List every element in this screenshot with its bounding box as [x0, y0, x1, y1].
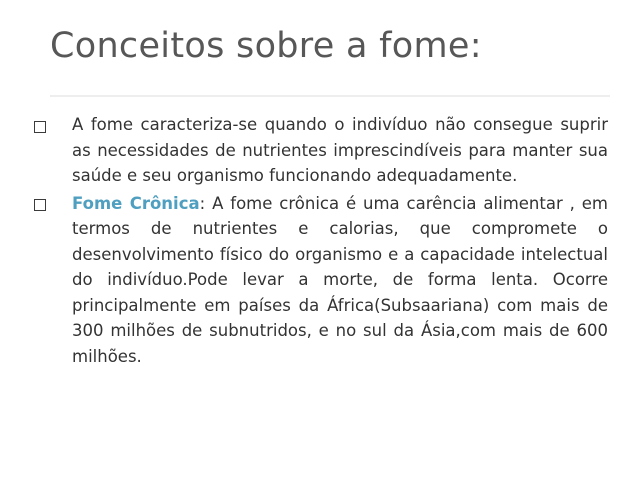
square-bullet-icon — [34, 121, 46, 133]
slide-title: Conceitos sobre a fome: — [50, 26, 482, 66]
square-bullet-icon — [34, 199, 46, 211]
bullet-item-hunger-definition — [34, 112, 608, 189]
bullet-text: : A fome crônica é uma carência alimentar , em termos de nutrientes e calorias, que compromete o desenvolvimento físico do organismo e a capacidade intelectual do indivíduo.Pode levar a morte, de forma lenta. Ocorre principalmente em países da África(Subsaariana) com mais de 300 milhões de subnutridos, e no sul da Ásia,com mais de 600 milhões. — [72, 193, 609, 366]
bullet-text: A fome caracteriza-se quando o indivíduo não consegue suprir as necessidades de nutrientes imprescindíveis para manter sua saúde e seu organismo funcionando adequadamente. — [72, 115, 608, 185]
bullet-list — [34, 112, 608, 371]
bullet-item-chronic-hunger — [34, 191, 608, 370]
bullet-term: Fome Crônica — [72, 193, 200, 213]
title-divider — [50, 95, 610, 97]
